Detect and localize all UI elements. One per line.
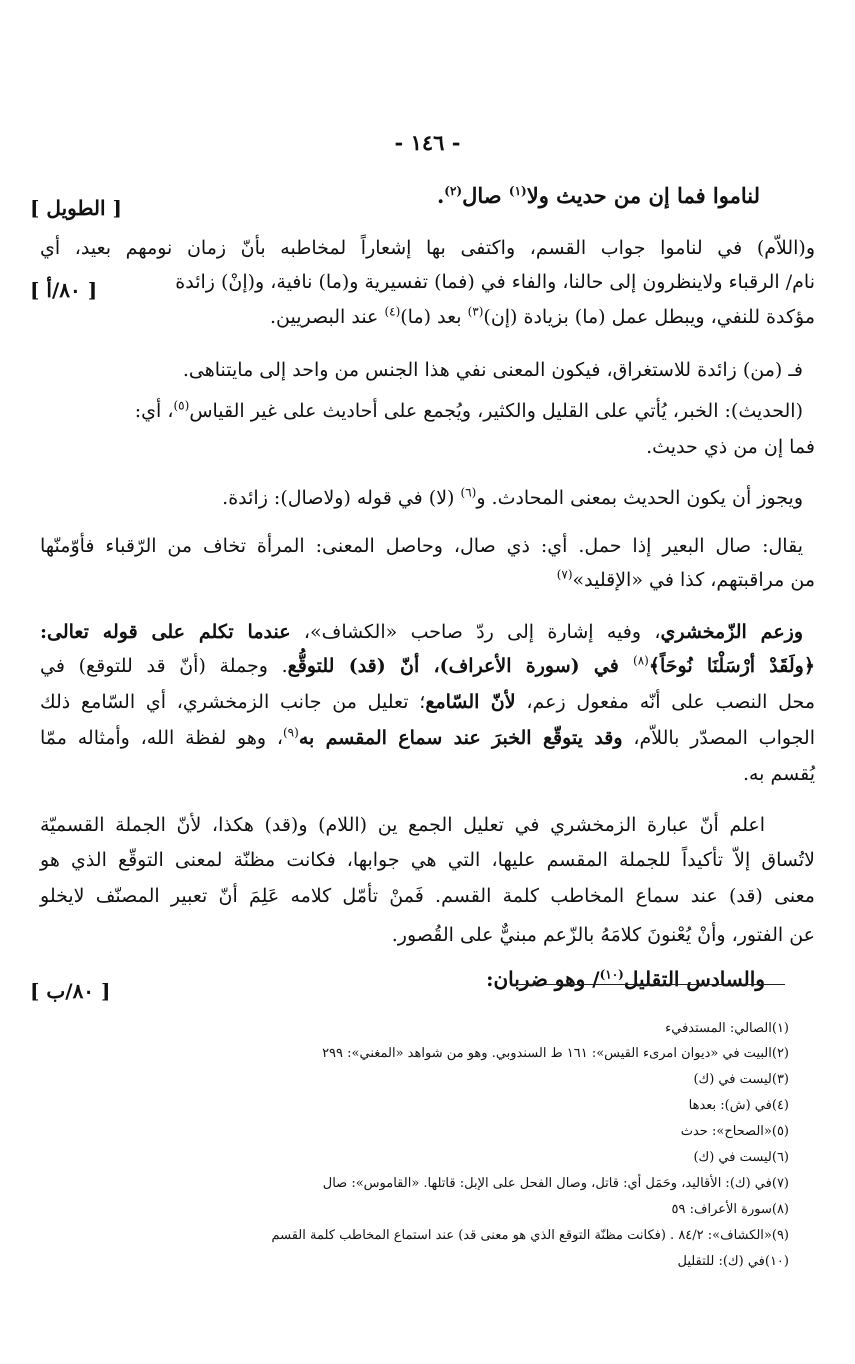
footnote: (٢)البيت في «ديوان امرىء القيس»: ١٦١ ط السندوبي. وهو من شواهد «المغني»: ٢٩٩ [322,1046,789,1061]
footnote-ref: (٤) [384,304,401,319]
body-line [270,303,815,331]
heading-text: / وهو ضربان: [486,967,600,991]
body-text: ويجوز أن يكون الحديث بمعنى المحادث. و [476,487,803,509]
body-text: وزعم الزّمخشري [660,621,804,643]
body-line: يُقسم به. [742,763,815,785]
body-line [222,484,803,512]
body-text: من مراقبتهم، كذا في «الإقليد» [572,569,815,591]
body-line: فـ (من) زائدة للاستغراق، فيكون المعنى نفي هذا الجنس من واحد إلى مايتناهى. [182,359,803,381]
footnote: (٨)سورة الأعراف: ٥٩ [671,1202,789,1217]
body-line [40,652,815,680]
verse-text: لناموا فما إن من حديث ولا [526,183,760,208]
meter-label: [ الطويل ] [30,196,122,220]
body-text: (الحديث): الخبر، يُأتي على القليل والكثير، ويُجمع على أحاديث على غير القياس [189,400,803,422]
footnote-ref: (٥) [173,398,190,413]
body-text: ، أي: [134,400,174,422]
footnote-ref: (١) [508,184,527,198]
footnote-ref: (٧) [556,567,573,582]
body-line: لاتُساق إلاّ تأكيداً للجملة المقسم عليها، التي هي جوابها، فكانت مظنّة لمعنى التوقّع الذي هو [40,849,815,871]
body-line [40,724,815,752]
footnote-ref: (٨) [633,653,649,668]
footnote-ref: (٣) [467,304,484,319]
footnote: (٦)ليست في (ك) [693,1150,789,1165]
quran-verse: ﴿ولَقَدْ أرْسَلْنَا نُوحَاً﴾ [648,655,815,677]
body-line [135,397,803,425]
footnote-ref: (٦) [460,485,477,500]
heading-text: والسادس التقليل [623,967,765,991]
body-text: ؛ تعليل من جانب الزمخشري، أي السّامع ذلك [40,691,426,713]
footnote: (٣)ليست في (ك) [693,1072,789,1087]
body-line: عن الفتور، وأنْ يُعْنونَ كلامَهُ بالزّعم مبنيٌّ على القُصور. [391,924,815,946]
body-line: اعلم أنّ عبارة الزمخشري في تعليل الجمع ين (اللام) و(قد) هكذا، لأنّ الجملة القسميّة [40,814,765,836]
page-number: - ١٤٦ - [394,130,461,155]
body-text: ، وفيه إشارة إلى ردّ صاحب «الكشاف»، [290,621,661,643]
body-text: . وجملة (أنّ قد للتوقع) في [40,655,288,677]
body-text: مؤكدة للنفي، ويبطل عمل (ما) بزيادة (إن) [483,306,815,328]
verse-word: صال [462,183,502,208]
footnote: (١٠)في (ك): للتقليل [677,1254,789,1269]
body-text: عندما تكلم على قوله تعالى: [40,621,291,643]
body-line: نام/ الرقباء ولاينظرون إلى حالنا، والفاء في (فما) تفسيرية و(ما) نافية، و(إنْ) زائدة [175,271,815,293]
body-text: عند البصريين. [270,306,385,328]
body-text: لأنّ السّامع [425,691,516,713]
body-line: فما إن من ذي حديث. [646,436,815,458]
footnote: (٩)«الكشاف»: ٨٤/٢ . (فكانت مظنّة التوقع الذي هو معنى قد) عند استماع المخاطب كلمة القسم [271,1228,789,1243]
body-text: الجواب المصدّر باللاّم، [622,727,815,749]
verse-line [437,182,760,210]
footnote: (١)الصالي: المستدفيء [665,1021,789,1036]
body-text: وقد يتوقّع الخبرَ عند سماع المقسم به [298,727,623,749]
body-line: يقال: صال البعير إذا حمل. أي: ذي صال، وحاصل المعنى: المرأة تخاف من الرّقباء فأوّمنّها [40,535,803,557]
folio-marker: [ ٨٠/أ ] [30,278,98,302]
footnote: (٤)في (ش): بعدها [688,1098,789,1113]
body-line: و(اللاّم) في لناموا جواب القسم، واكتفى بها إشعاراً لمخاطبه بأنّ زمان نومهم بعيد، أي [40,237,815,259]
body-text: بعد (ما) [400,306,468,328]
verse-stop: . [436,183,445,208]
body-text: في (سورة الأعراف)، أنّ (قد) للتوقُّع [287,655,634,677]
footnote-ref: (٢) [444,184,463,198]
folio-marker: [ ٨٠/ب ] [30,979,111,1003]
body-line [40,618,803,646]
body-line [557,566,815,594]
body-line [40,688,815,716]
footnote-ref: (٩) [282,725,299,740]
body-text: (لا) في قوله (ولاصال): زائدة. [222,487,461,509]
section-heading [486,965,765,993]
footnote: (٥)«الصحاح»: حدث [680,1124,789,1139]
footnote-divider [512,984,785,985]
body-line: معنى (قد) عند سماع المخاطب كلمة القسم. فَمنْ تأمّل كلامه عَلِمَ أنّ تعبير المصنّف لايخلو [40,885,815,907]
body-text: ، وهو لفظة الله، وأمثاله ممّا [40,727,283,749]
body-text: محل النصب على أنّه مفعول زعم، [515,691,815,713]
footnote-ref: (١٠) [599,967,624,982]
footnote: (٧)في (ك): الأقاليد، وحَمَل أي: قاتل، وصال الفحل على الإبل: قاتلها. «القاموس»: صال [322,1176,789,1191]
